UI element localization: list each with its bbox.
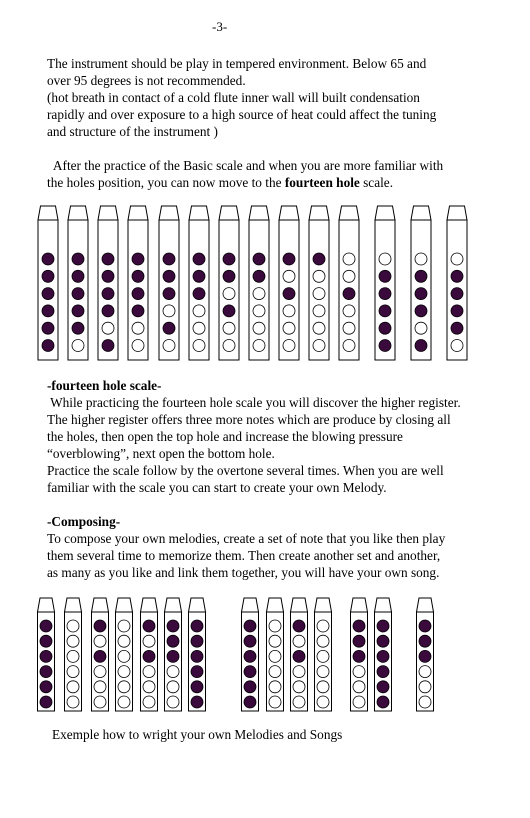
closed-hole: [163, 288, 175, 300]
flute-mouthpiece: [339, 206, 359, 220]
closed-hole: [72, 270, 84, 282]
closed-hole: [191, 696, 203, 708]
intro-paragraph: [47, 55, 507, 140]
flute-mouthpiece: [279, 206, 299, 220]
open-hole: [167, 696, 179, 708]
closed-hole: [42, 288, 54, 300]
open-hole: [67, 620, 79, 632]
closed-hole: [167, 635, 179, 647]
closed-hole: [193, 270, 205, 282]
open-hole: [94, 635, 106, 647]
closed-hole: [72, 322, 84, 334]
closed-hole: [451, 322, 463, 334]
flute: [447, 206, 467, 360]
flute-mouthpiece: [351, 598, 368, 612]
closed-hole: [191, 635, 203, 647]
practice-text: the holes position, you can now move to the: [47, 175, 285, 190]
open-hole: [353, 666, 365, 678]
practice-text: scale.: [359, 175, 394, 190]
flute-mouthpiece: [128, 206, 148, 220]
closed-hole: [167, 620, 179, 632]
flute: [242, 598, 259, 711]
open-hole: [143, 696, 155, 708]
closed-hole: [94, 650, 106, 662]
closed-hole: [193, 288, 205, 300]
flute-mouthpiece: [242, 598, 259, 612]
closed-hole: [451, 270, 463, 282]
open-hole: [67, 635, 79, 647]
flute-mouthpiece: [411, 206, 431, 220]
flute: [375, 206, 395, 360]
open-hole: [269, 681, 281, 693]
open-hole: [269, 696, 281, 708]
open-hole: [67, 696, 79, 708]
flute: [315, 598, 332, 711]
open-hole: [132, 340, 144, 352]
open-hole: [317, 681, 329, 693]
open-hole: [72, 340, 84, 352]
open-hole: [102, 322, 114, 334]
flute: [339, 206, 359, 360]
open-hole: [283, 340, 295, 352]
closed-hole: [163, 253, 175, 265]
flute-mouthpiece: [267, 598, 284, 612]
open-hole: [223, 322, 235, 334]
flute: [98, 206, 118, 360]
closed-hole: [223, 270, 235, 282]
closed-hole: [143, 650, 155, 662]
closed-hole: [191, 650, 203, 662]
closed-hole: [132, 270, 144, 282]
closed-hole: [419, 620, 431, 632]
closed-hole: [377, 666, 389, 678]
flute: [219, 206, 239, 360]
closed-hole: [42, 305, 54, 317]
closed-hole: [293, 620, 305, 632]
practice-line: After the practice of the Basic scale and when you are more familiar with: [47, 158, 444, 173]
flute: [128, 206, 148, 360]
open-hole: [143, 666, 155, 678]
open-hole: [293, 635, 305, 647]
closed-hole: [40, 650, 52, 662]
closed-hole: [193, 253, 205, 265]
open-hole: [293, 696, 305, 708]
closed-hole: [451, 305, 463, 317]
open-hole: [317, 650, 329, 662]
closed-hole: [244, 666, 256, 678]
closed-hole: [244, 620, 256, 632]
closed-hole: [379, 288, 391, 300]
closed-hole: [313, 253, 325, 265]
open-hole: [343, 270, 355, 282]
open-hole: [317, 696, 329, 708]
flute: [351, 598, 368, 711]
page-number: -3-: [212, 19, 228, 34]
closed-hole: [377, 650, 389, 662]
open-hole: [283, 322, 295, 334]
closed-hole: [167, 650, 179, 662]
open-hole: [343, 253, 355, 265]
open-hole: [253, 305, 265, 317]
intro-line: and structure of the instrument ): [47, 124, 218, 139]
intro-line: rapidly and over exposure to a high source of heat could affect the tuning: [47, 107, 437, 122]
closed-hole: [244, 681, 256, 693]
paragraph-line: “overblowing”, next open the bottom hole.: [47, 446, 275, 461]
closed-hole: [102, 340, 114, 352]
flute: [189, 206, 209, 360]
flute: [267, 598, 284, 711]
practice-bold-text: fourteen hole: [284, 175, 360, 190]
closed-hole: [72, 305, 84, 317]
open-hole: [317, 635, 329, 647]
melody-example-diagram: [0, 590, 530, 715]
flute-mouthpiece: [68, 206, 88, 220]
open-hole: [415, 253, 427, 265]
closed-hole: [283, 253, 295, 265]
flute-mouthpiece: [315, 598, 332, 612]
open-hole: [253, 288, 265, 300]
closed-hole: [451, 288, 463, 300]
closed-hole: [191, 666, 203, 678]
flute-mouthpiece: [98, 206, 118, 220]
closed-hole: [163, 322, 175, 334]
flute: [141, 598, 158, 711]
closed-hole: [353, 635, 365, 647]
open-hole: [269, 620, 281, 632]
open-hole: [193, 322, 205, 334]
flute: [159, 206, 179, 360]
closed-hole: [42, 270, 54, 282]
closed-hole: [163, 270, 175, 282]
open-hole: [67, 681, 79, 693]
open-hole: [353, 681, 365, 693]
open-hole: [343, 340, 355, 352]
composing-heading: -Composing-: [47, 514, 121, 529]
closed-hole: [353, 650, 365, 662]
closed-hole: [42, 340, 54, 352]
open-hole: [313, 270, 325, 282]
closed-hole: [102, 305, 114, 317]
paragraph-line: To compose your own melodies, create a set of note that you like then play: [47, 531, 446, 546]
open-hole: [419, 666, 431, 678]
flute-mouthpiece: [65, 598, 82, 612]
closed-hole: [102, 253, 114, 265]
closed-hole: [72, 253, 84, 265]
closed-hole: [94, 620, 106, 632]
closed-hole: [244, 696, 256, 708]
flute-mouthpiece: [189, 598, 206, 612]
open-hole: [118, 696, 130, 708]
closed-hole: [244, 635, 256, 647]
flute: [38, 206, 58, 360]
paragraph-line: them several time to memorize them. Then create another set and another,: [47, 548, 441, 563]
open-hole: [343, 305, 355, 317]
closed-hole: [132, 288, 144, 300]
flute-mouthpiece: [159, 206, 179, 220]
open-hole: [223, 288, 235, 300]
open-hole: [94, 681, 106, 693]
paragraph-line: The higher register offers three more notes which are produce by closing all: [47, 412, 451, 427]
flute-mouthpiece: [375, 206, 395, 220]
flute: [65, 598, 82, 711]
flute: [291, 598, 308, 711]
open-hole: [167, 681, 179, 693]
flute: [38, 598, 55, 711]
open-hole: [317, 666, 329, 678]
flute-mouthpiece: [116, 598, 133, 612]
flute: [417, 598, 434, 711]
open-hole: [253, 322, 265, 334]
closed-hole: [377, 620, 389, 632]
closed-hole: [191, 620, 203, 632]
flute-mouthpiece: [38, 206, 58, 220]
closed-hole: [42, 322, 54, 334]
paragraph-line: While practicing the fourteen hole scale you will discover the higher register.: [47, 395, 461, 410]
open-hole: [269, 650, 281, 662]
open-hole: [419, 681, 431, 693]
intro-line: over 95 degrees is not recommended.: [47, 73, 246, 88]
flute-mouthpiece: [189, 206, 209, 220]
flute-mouthpiece: [291, 598, 308, 612]
paragraph-line: the holes, then open the top hole and increase the blowing pressure: [47, 429, 403, 444]
flute-mouthpiece: [92, 598, 109, 612]
open-hole: [451, 340, 463, 352]
closed-hole: [40, 696, 52, 708]
closed-hole: [379, 322, 391, 334]
open-hole: [313, 305, 325, 317]
closed-hole: [415, 340, 427, 352]
open-hole: [118, 681, 130, 693]
closed-hole: [377, 681, 389, 693]
flute: [309, 206, 329, 360]
closed-hole: [72, 288, 84, 300]
flute: [116, 598, 133, 711]
open-hole: [343, 322, 355, 334]
paragraph-line: as many as you like and link them together, you will have your own song.: [47, 565, 440, 580]
composing-paragraph: [47, 530, 507, 581]
flute-mouthpiece: [309, 206, 329, 220]
open-hole: [379, 253, 391, 265]
flute-mouthpiece: [249, 206, 269, 220]
closed-hole: [419, 650, 431, 662]
open-hole: [313, 340, 325, 352]
flute: [92, 598, 109, 711]
flute: [189, 598, 206, 711]
flute-mouthpiece: [219, 206, 239, 220]
closed-hole: [191, 681, 203, 693]
closed-hole: [102, 270, 114, 282]
closed-hole: [253, 253, 265, 265]
flute: [279, 206, 299, 360]
open-hole: [283, 305, 295, 317]
open-hole: [313, 288, 325, 300]
closed-hole: [42, 253, 54, 265]
flute-mouthpiece: [375, 598, 392, 612]
intro-line: The instrument should be play in tempered environment. Below 65 and: [47, 56, 427, 71]
closed-hole: [40, 620, 52, 632]
diagram-caption: Exemple how to wright your own Melodies and Songs: [52, 727, 343, 742]
fourteen-hole-scale-diagram: [0, 198, 530, 363]
closed-hole: [343, 288, 355, 300]
open-hole: [143, 635, 155, 647]
closed-hole: [40, 635, 52, 647]
intro-line: (hot breath in contact of a cold flute inner wall will built condensation: [47, 90, 420, 105]
flute: [375, 598, 392, 711]
open-hole: [118, 650, 130, 662]
open-hole: [451, 253, 463, 265]
open-hole: [293, 666, 305, 678]
open-hole: [163, 305, 175, 317]
open-hole: [223, 340, 235, 352]
open-hole: [419, 696, 431, 708]
flute-mouthpiece: [141, 598, 158, 612]
closed-hole: [415, 288, 427, 300]
open-hole: [94, 666, 106, 678]
open-hole: [353, 696, 365, 708]
open-hole: [253, 340, 265, 352]
open-hole: [118, 620, 130, 632]
open-hole: [132, 322, 144, 334]
closed-hole: [379, 270, 391, 282]
practice-line: [47, 174, 507, 191]
closed-hole: [293, 650, 305, 662]
practice-paragraph: [47, 157, 507, 191]
flute: [68, 206, 88, 360]
paragraph-line: Practice the scale follow by the overtone several times. When you are well: [47, 463, 444, 478]
open-hole: [293, 681, 305, 693]
closed-hole: [377, 635, 389, 647]
closed-hole: [132, 305, 144, 317]
closed-hole: [244, 650, 256, 662]
flute-mouthpiece: [447, 206, 467, 220]
closed-hole: [415, 305, 427, 317]
open-hole: [283, 270, 295, 282]
open-hole: [193, 305, 205, 317]
fourteen-hole-heading: -fourteen hole scale-: [47, 378, 162, 393]
open-hole: [163, 340, 175, 352]
open-hole: [67, 650, 79, 662]
closed-hole: [379, 340, 391, 352]
flute: [411, 206, 431, 360]
flute-mouthpiece: [38, 598, 55, 612]
closed-hole: [223, 253, 235, 265]
fourteen-hole-paragraph: [47, 394, 507, 496]
closed-hole: [377, 696, 389, 708]
closed-hole: [102, 288, 114, 300]
closed-hole: [379, 305, 391, 317]
closed-hole: [40, 666, 52, 678]
open-hole: [415, 322, 427, 334]
closed-hole: [353, 620, 365, 632]
closed-hole: [143, 620, 155, 632]
closed-hole: [415, 270, 427, 282]
closed-hole: [253, 270, 265, 282]
open-hole: [167, 666, 179, 678]
open-hole: [118, 666, 130, 678]
closed-hole: [283, 288, 295, 300]
open-hole: [143, 681, 155, 693]
open-hole: [67, 666, 79, 678]
closed-hole: [40, 681, 52, 693]
flute: [165, 598, 182, 711]
closed-hole: [419, 635, 431, 647]
flute-mouthpiece: [165, 598, 182, 612]
open-hole: [317, 620, 329, 632]
open-hole: [193, 340, 205, 352]
open-hole: [313, 322, 325, 334]
open-hole: [94, 696, 106, 708]
closed-hole: [223, 305, 235, 317]
closed-hole: [132, 253, 144, 265]
flute: [249, 206, 269, 360]
open-hole: [118, 635, 130, 647]
open-hole: [269, 666, 281, 678]
open-hole: [269, 635, 281, 647]
paragraph-line: familiar with the scale you can start to create your own Melody.: [47, 480, 387, 495]
flute-mouthpiece: [417, 598, 434, 612]
